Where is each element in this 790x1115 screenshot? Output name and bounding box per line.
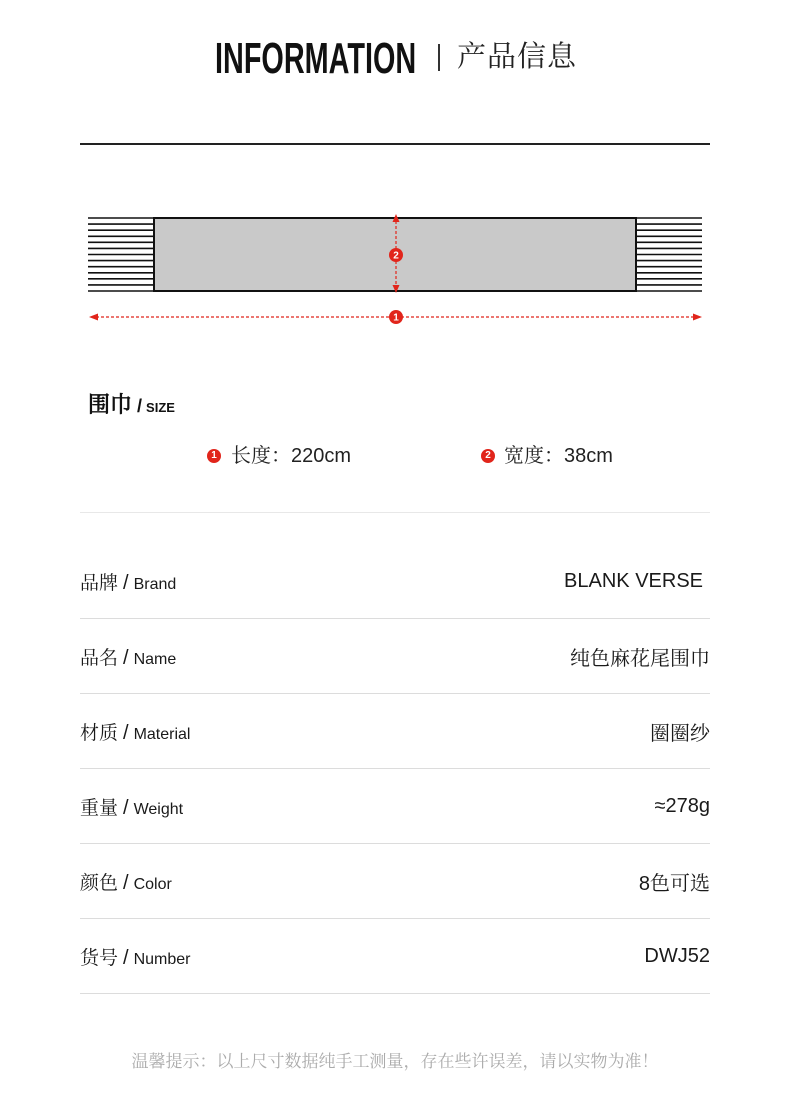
spec-value: 圈圈纱 xyxy=(650,722,710,745)
spec-value: 纯色麻花尾围巾 xyxy=(570,647,710,670)
spec-label xyxy=(80,643,176,670)
scarf-diagram xyxy=(0,200,790,340)
spec-separator: / xyxy=(123,721,129,744)
size-title-cn: 围巾 xyxy=(88,392,133,417)
spec-row-weight xyxy=(80,769,710,844)
spec-label xyxy=(80,568,176,595)
spec-row-brand xyxy=(80,544,710,619)
header-title-cn: 产品信息 xyxy=(457,41,578,73)
section-divider xyxy=(80,512,710,513)
top-rule xyxy=(80,143,710,145)
length-marker-badge: 1 xyxy=(207,449,221,463)
spec-value: BLANK VERSE xyxy=(564,569,703,592)
spec-row-number xyxy=(80,919,710,994)
measurement-width xyxy=(481,443,681,469)
spec-separator: / xyxy=(123,571,129,594)
spec-label-cn: 货号 xyxy=(80,947,119,969)
measurement-length xyxy=(207,443,407,469)
header-divider xyxy=(438,44,440,71)
spec-row-name xyxy=(80,619,710,694)
spec-label xyxy=(80,868,172,895)
spec-label-cn: 颜色 xyxy=(80,872,119,894)
header-title-en: INFORMATION xyxy=(215,34,417,83)
spec-value: 8色可选 xyxy=(638,872,710,895)
spec-label-cn: 重量 xyxy=(80,797,119,819)
spec-label-en: Brand xyxy=(133,575,177,593)
length-marker-number: 1 xyxy=(393,312,399,324)
length-arrow xyxy=(89,310,702,324)
spec-label-cn: 材质 xyxy=(80,722,119,744)
width-marker-badge: 2 xyxy=(481,449,495,463)
spec-table xyxy=(80,544,710,994)
size-title-en: SIZE xyxy=(146,400,175,415)
spec-label-en: Number xyxy=(133,950,191,968)
length-arrow-head-right xyxy=(693,314,702,321)
spec-label xyxy=(80,943,190,970)
width-label: 宽度：38cm xyxy=(504,445,613,467)
length-arrow-head-left xyxy=(89,314,98,321)
spec-value: ≈278g xyxy=(654,794,710,817)
spec-separator: / xyxy=(123,796,129,819)
size-section-title xyxy=(88,391,175,422)
spec-row-material xyxy=(80,694,710,769)
spec-label-en: Weight xyxy=(133,800,184,818)
spec-label-en: Color xyxy=(133,875,172,893)
footer-note: 温馨提示：以上尺寸数据纯手工测量，存在些许误差，请以实物为准！ xyxy=(131,1052,659,1071)
length-label: 长度：220cm xyxy=(231,445,352,467)
spec-label-cn: 品牌 xyxy=(80,572,119,594)
spec-label xyxy=(80,793,183,820)
spec-label-en: Name xyxy=(133,650,177,668)
spec-label-cn: 品名 xyxy=(80,647,119,669)
width-marker-number: 2 xyxy=(393,250,399,262)
spec-separator: / xyxy=(123,871,129,894)
scarf-fringe-right xyxy=(636,218,702,291)
scarf-fringe-left xyxy=(88,218,154,291)
spec-separator: / xyxy=(123,946,129,969)
spec-separator: / xyxy=(123,646,129,669)
spec-row-color xyxy=(80,844,710,919)
size-title-separator: / xyxy=(137,396,143,416)
spec-label-en: Material xyxy=(133,725,191,743)
spec-value: DWJ52 xyxy=(644,944,710,967)
spec-label xyxy=(80,718,190,745)
